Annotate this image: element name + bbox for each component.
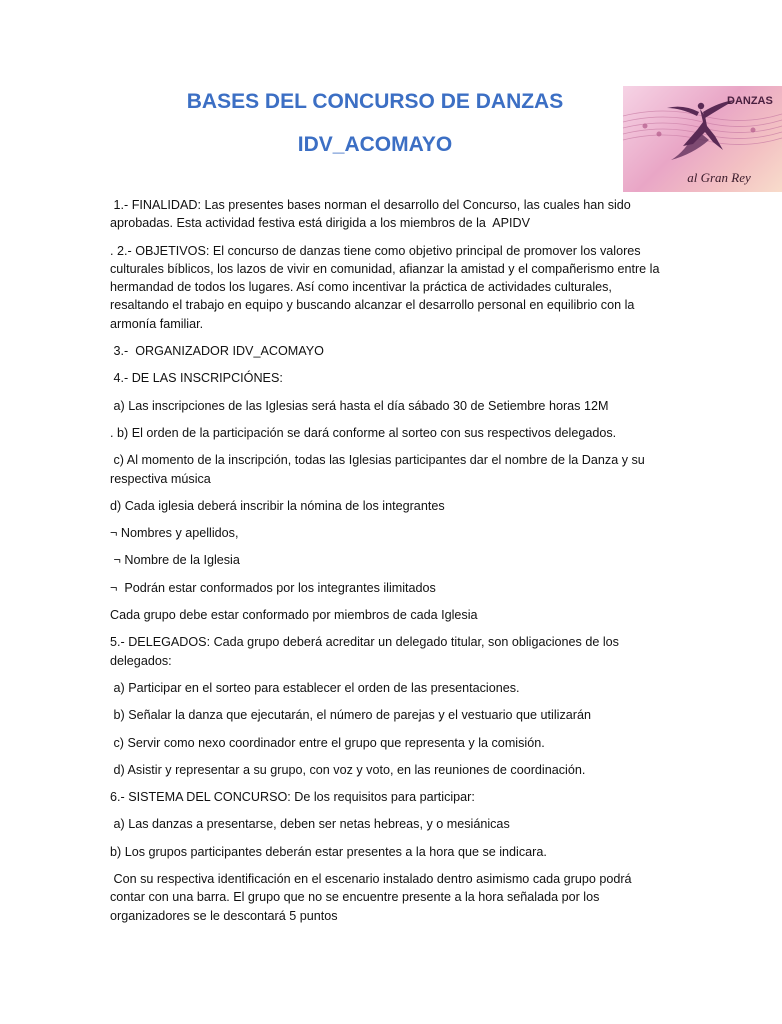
document-subtitle: IDV_ACOMAYO (297, 133, 453, 156)
danzas-logo (623, 86, 782, 192)
paragraph-sistema-a: a) Las danzas a presentarse, deben ser netas hebreas, y o mesiánicas (110, 817, 510, 832)
list-item-iglesia: ¬ Nombre de la Iglesia (110, 553, 240, 568)
paragraph-sistema-b: b) Los grupos participantes deberán estar presentes a la hora que se indicara. (110, 844, 547, 859)
paragraph-objetivos: . 2.- OBJETIVOS: El concurso de danzas tiene como objetivo principal de promover los valores culturales bíblicos, los lazos de vivir en comunidad, afianzar la amistad y el compañerismo entre la hermandad de todos los lugares. Así como incentivar la práctica de actividades culturales, resaltando el trabajo en equipo y buscando alcanzar el desarrollo personal en equilibrio con la armonía familiar. (110, 243, 663, 331)
paragraph-sistema: 6.- SISTEMA DEL CONCURSO: De los requisitos para participar: (110, 790, 475, 805)
paragraph-delegados: 5.- DELEGADOS: Cada grupo deberá acreditar un delegado titular, son obligaciones de los delegados: (110, 635, 623, 668)
document-body (110, 196, 663, 934)
paragraph-delegados-b: b) Señalar la danza que ejecutarán, el número de parejas y el vestuario que utilizarán (110, 708, 591, 723)
paragraph-finalidad: 1.- FINALIDAD: Las presentes bases norman el desarrollo del Concurso, las cuales han sido aprobadas. Esta actividad festiva está dirigida a los miembros de la APIDV (110, 198, 635, 231)
list-item-nombres: ¬ Nombres y apellidos, (110, 526, 239, 541)
list-item-integrantes: ¬ Podrán estar conformados por los integrantes ilimitados (110, 580, 436, 595)
paragraph-delegados-d: d) Asistir y representar a su grupo, con voz y voto, en las reuniones de coordinación. (110, 762, 586, 777)
paragraph-inscripciones-c: c) Al momento de la inscripción, todas las Iglesias participantes dar el nombre de la Danza y su respectiva música (110, 453, 649, 486)
paragraph-inscripciones-heading: 4.- DE LAS INSCRIPCIÓNES: (110, 371, 283, 386)
logo-bottom-text: al Gran Rey (687, 170, 751, 185)
paragraph-identificacion: Con su respectiva identificación en el escenario instalado dentro asimismo cada grupo podrá contar con una barra. El grupo que no se encuentre presente a la hora señalada por los organizadores se le descontará 5 puntos (110, 872, 636, 923)
paragraph-organizador: 3.- ORGANIZADOR IDV_ACOMAYO (110, 344, 324, 359)
paragraph-delegados-c: c) Servir como nexo coordinador entre el grupo que representa y la comisión. (110, 735, 545, 750)
paragraph-grupo: Cada grupo debe estar conformado por miembros de cada Iglesia (110, 608, 478, 623)
document-title: BASES DEL CONCURSO DE DANZAS (186, 90, 564, 113)
paragraph-delegados-a: a) Participar en el sorteo para establecer el orden de las presentaciones. (110, 680, 520, 695)
paragraph-inscripciones-b: . b) El orden de la participación se dará conforme al sorteo con sus respectivos delegados. (110, 425, 617, 440)
logo-top-text: DANZAS (727, 95, 773, 107)
paragraph-inscripciones-d: d) Cada iglesia deberá inscribir la nómina de los integrantes (110, 498, 445, 513)
paragraph-inscripciones-a: a) Las inscripciones de las Iglesias será hasta el día sábado 30 de Setiembre horas 12M (110, 398, 609, 413)
